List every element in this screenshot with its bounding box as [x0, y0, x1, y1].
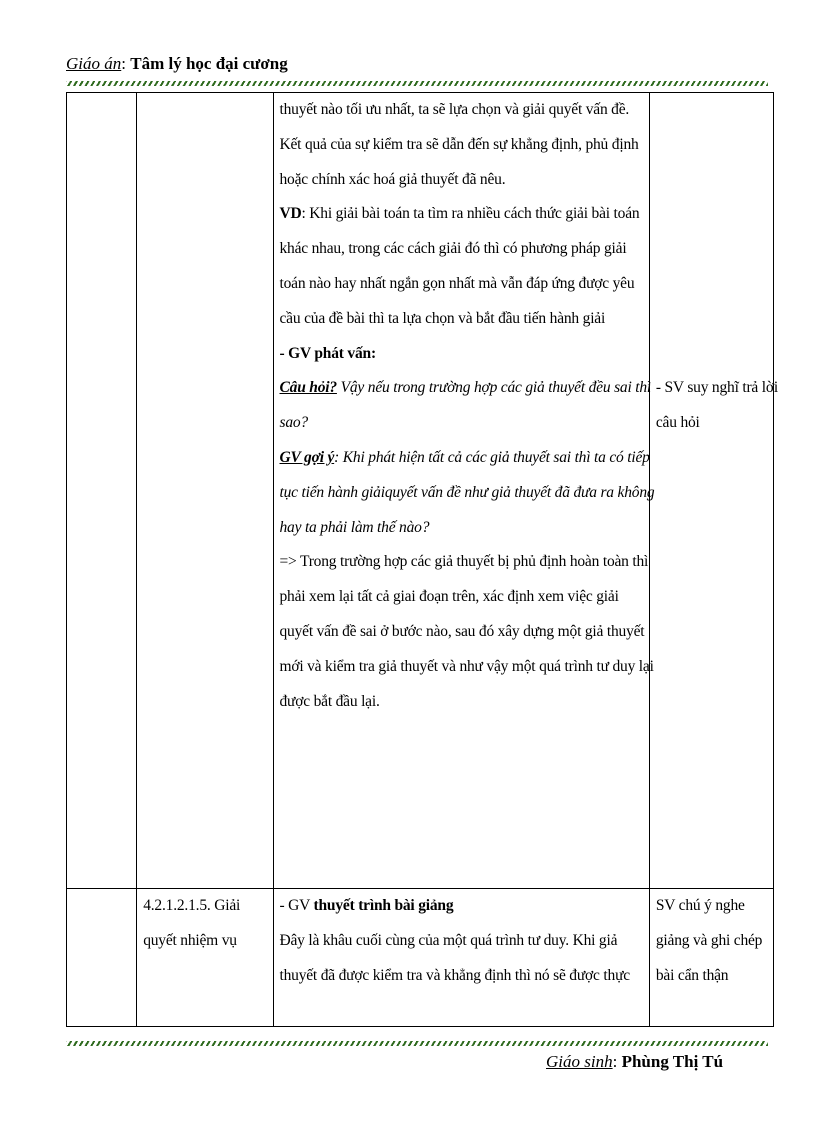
cell-empty [67, 93, 137, 889]
text-run: - GV [279, 897, 314, 914]
cell-teacher-activity [273, 93, 655, 889]
text-line: thuyết nào tối ưu nhất, ta sẽ lựa chọn và giải quyết vấn đề. [279, 101, 630, 118]
question-label: Câu hỏi? [279, 379, 337, 397]
text-line [279, 371, 651, 406]
text-line: cầu của đề bài thì ta lựa chọn và bắt đầu tiến hành giải [279, 309, 606, 327]
text-line: giảng và ghi chép [655, 931, 763, 949]
text-line [280, 197, 645, 232]
text-line: hay ta phải làm thế nào? [279, 518, 430, 536]
text-line: bài cẩn thận [655, 966, 729, 984]
top-divider [66, 81, 768, 86]
author-name: Phùng Thị Tú [621, 1052, 724, 1071]
text-line: 4.2.1.2.1.5. Giải [143, 897, 241, 914]
text-line: quyết vấn đề sai ở bước nào, sau đó xây dựng một giả thuyết [279, 622, 645, 640]
text-line: SV chú ý nghe [655, 897, 745, 914]
text-line: phải xem lại tất cả giai đoạn trên, xác định xem việc giải [279, 588, 619, 606]
cell-empty [137, 93, 273, 889]
text-line: toán nào hay nhất ngắn gọn nhất mà vẫn đáp ứng được yêu [279, 274, 635, 292]
footer-separator: : [612, 1052, 622, 1071]
section-label: phát vấn: [314, 344, 376, 362]
text-run: - GV [279, 344, 315, 362]
text-line: được bắt đầu lại. [279, 692, 380, 710]
page-footer [546, 1052, 723, 1072]
header-title: Tâm lý học đại cương [130, 54, 288, 73]
section-label: thuyết trình bài giảng [313, 897, 454, 914]
text-line: thuyết đã được kiểm tra và khẳng định thì nó sẽ được thực [279, 966, 630, 984]
cell-section-number [137, 889, 273, 1027]
footer-label: Giáo sinh [546, 1052, 613, 1071]
text-line: sao? [279, 414, 308, 432]
text-run: Vậy nếu trong trường hợp các giả thuyết đều sai thì [336, 379, 651, 397]
cell-student-activity [649, 889, 773, 1027]
text-line: câu hỏi [655, 414, 700, 432]
hint-label: GV gợi ý [279, 448, 335, 466]
text-run: : Khi phát hiện tất cả các giả thuyết sai thì ta có tiếp [334, 448, 650, 466]
text-line: hoặc chính xác hoá giả thuyết đã nêu. [279, 170, 506, 188]
lesson-plan-table [66, 92, 778, 1027]
cell-empty [67, 889, 137, 1027]
text-run: : Khi giải bài toán ta tìm ra nhiều cách thức giải bài toán [301, 205, 640, 223]
text-line [280, 337, 645, 372]
text-line [280, 889, 645, 924]
table-row [67, 889, 774, 1027]
header-separator: : [121, 54, 131, 73]
header-label: Giáo án [66, 54, 122, 73]
text-line [279, 441, 650, 476]
text-line: - SV suy nghĩ trả lời [655, 379, 778, 397]
text-line: Kết quả của sự kiểm tra sẽ dẫn đến sự khẳng định, phủ định [279, 135, 639, 153]
text-line: Đây là khâu cuối cùng của một quá trình tư duy. Khi giả [279, 931, 618, 949]
text-line: => Trong trường hợp các giả thuyết bị phủ định hoàn toàn thì [279, 553, 649, 571]
text-line: quyết nhiệm vụ [143, 931, 237, 949]
bottom-divider [66, 1041, 768, 1046]
text-line: mới và kiểm tra giả thuyết và như vậy một quá trình tư duy lại [279, 657, 654, 675]
example-label: VD [279, 205, 302, 223]
text-line: khác nhau, trong các cách giải đó thì có phương pháp giải [279, 240, 627, 258]
text-line: tục tiến hành giảiquyết vấn đề như giả thuyết đã đưa ra không [279, 483, 655, 501]
page-header [66, 54, 288, 74]
cell-student-activity [649, 93, 778, 889]
cell-teacher-activity [273, 889, 649, 1027]
table-row [67, 93, 774, 889]
